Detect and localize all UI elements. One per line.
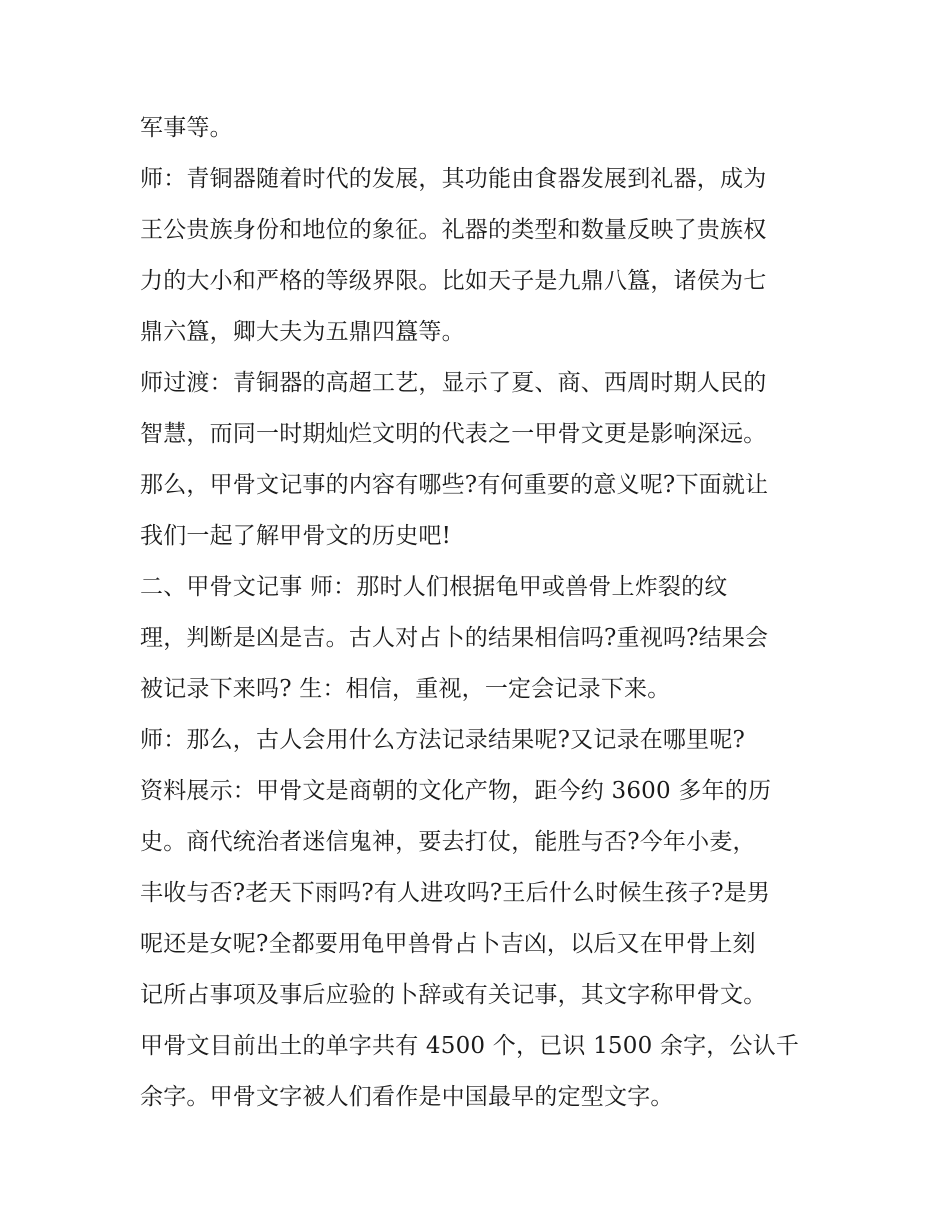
text-line: 史。商代统治者迷信鬼神，要去打仗，能胜与否?今年小麦， <box>140 829 756 855</box>
text-line: 那么，甲骨文记事的内容有哪些?有何重要的意义呢?下面就让 <box>140 472 769 498</box>
text-line: 军事等。 <box>140 115 233 141</box>
text-line: 智慧，而同一时期灿烂文明的代表之一甲骨文更是影响深远。 <box>140 421 767 447</box>
text-line: 余字。甲骨文字被人们看作是中国最早的定型文字。 <box>140 1084 674 1110</box>
text-line: 资料展示：甲骨文是商朝的文化产物，距今约 3600 多年的历 <box>140 778 772 804</box>
text-line: 呢还是女呢?全都要用龟甲兽骨占卜吉凶，以后又在甲骨上刻 <box>140 931 756 957</box>
text-line: 师：青铜器随着时代的发展，其功能由食器发展到礼器，成为 <box>140 166 767 192</box>
text-line: 我们一起了解甲骨文的历史吧! <box>140 523 452 549</box>
text-line: 理，判断是凶是吉。古人对占卜的结果相信吗?重视吗?结果会 <box>140 625 769 651</box>
text-line: 师：那么，古人会用什么方法记录结果呢?又记录在哪里呢? <box>140 727 746 753</box>
text-line: 鼎六簋，卿大夫为五鼎四簋等。 <box>140 319 465 345</box>
text-line: 力的大小和严格的等级界限。比如天子是九鼎八簋，诸侯为七 <box>140 268 767 294</box>
text-line: 被记录下来吗? 生：相信，重视，一定会记录下来。 <box>140 676 671 702</box>
document-body <box>140 103 820 1123</box>
text-line: 二、甲骨文记事 师：那时人们根据龟甲或兽骨上炸裂的纹 <box>140 574 728 600</box>
text-line: 记所占事项及事后应验的卜辞或有关记事，其文字称甲骨文。 <box>140 982 767 1008</box>
text-line: 师过渡：青铜器的高超工艺，显示了夏、商、西周时期人民的 <box>140 370 767 396</box>
text-line: 丰收与否?老天下雨吗?有人进攻吗?王后什么时候生孩子?是男 <box>140 880 771 906</box>
text-line: 甲骨文目前出土的单字共有 4500 个，已识 1500 余字，公认千 <box>140 1033 800 1059</box>
text-line: 王公贵族身份和地位的象征。礼器的类型和数量反映了贵族权 <box>140 217 767 243</box>
